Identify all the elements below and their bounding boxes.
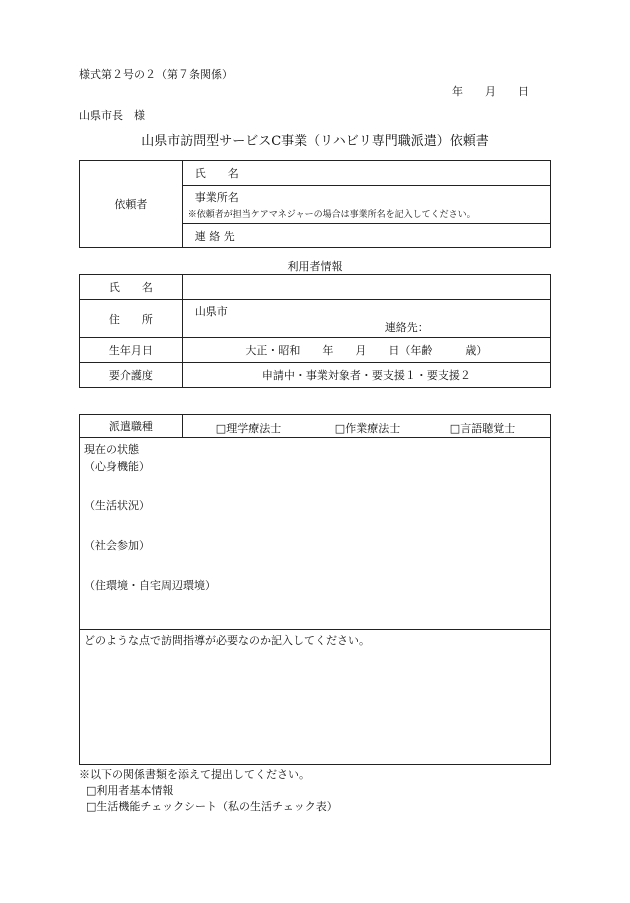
requester-contact-field[interactable] [182,224,550,248]
dispatch-table [79,414,551,765]
page-title: 山県市訪問型サービスC事業（リハビリ専門職派遣）依頼書 [141,134,489,149]
option-physical-therapist[interactable]: □理学療法士 [215,421,282,435]
date-line: 年 月 日 [452,85,529,98]
footer-note: ※以下の関係書類を添えて提出してください。 [79,768,310,781]
care-level-options: 申請中・事業対象者・要支援１・要支援２ [261,369,471,382]
option-occupational-therapist[interactable]: □作業療法士 [334,421,401,435]
birth-field[interactable] [182,338,550,363]
user-address-label: 住 所 [80,300,183,338]
office-name-label: 事業所名 [194,191,239,204]
requester-table [79,160,551,248]
office-note: ※依頼者が担当ケアマネジャーの場合は事業所名を記入してください。 [187,210,476,220]
user-info-title: 利用者情報 [287,260,343,273]
requester-contact-label: 連 絡 先 [194,229,235,243]
dispatch-options [182,415,550,438]
footer-item-basic-info: □利用者基本情報 [86,784,174,797]
status-title: 現在の状態 [84,443,139,456]
option-speech-therapist[interactable]: □言語聴覚士 [449,421,516,435]
birth-value: 大正・昭和 年 月 日（年齢 歳） [245,344,488,357]
guidance-need-field[interactable] [80,630,551,765]
user-contact-label: 連絡先： [384,321,429,334]
requester-name-label: 氏 名 [194,167,239,180]
addressee: 山県市長 様 [79,109,145,122]
user-name-field[interactable] [182,275,550,300]
user-name-label: 氏 名 [80,275,183,300]
office-name-field[interactable] [182,186,550,224]
current-status-field[interactable] [80,438,551,630]
dispatch-label: 派遣職種 [80,415,183,438]
address-prefix: 山県市 [194,305,228,318]
status-social: （社会参加） [84,539,150,552]
form-number: 様式第２号の２（第７条関係） [79,68,233,81]
requester-label: 依頼者 [80,161,183,248]
status-environment: （住環境・自宅周辺環境） [84,579,216,592]
user-address-field[interactable] [182,300,550,338]
birth-label: 生年月日 [80,338,183,363]
footer-item-checksheet: □生活機能チェックシート（私の生活チェック表） [86,800,338,813]
requester-name-field[interactable] [182,161,550,186]
user-info-table [79,274,551,388]
status-physical: （心身機能） [84,460,150,473]
status-daily-life: （生活状況） [84,499,150,512]
care-level-field[interactable] [182,363,550,388]
care-level-label: 要介護度 [80,363,183,388]
guidance-prompt: どのような点で訪問指導が必要なのか記入してください。 [84,634,370,647]
